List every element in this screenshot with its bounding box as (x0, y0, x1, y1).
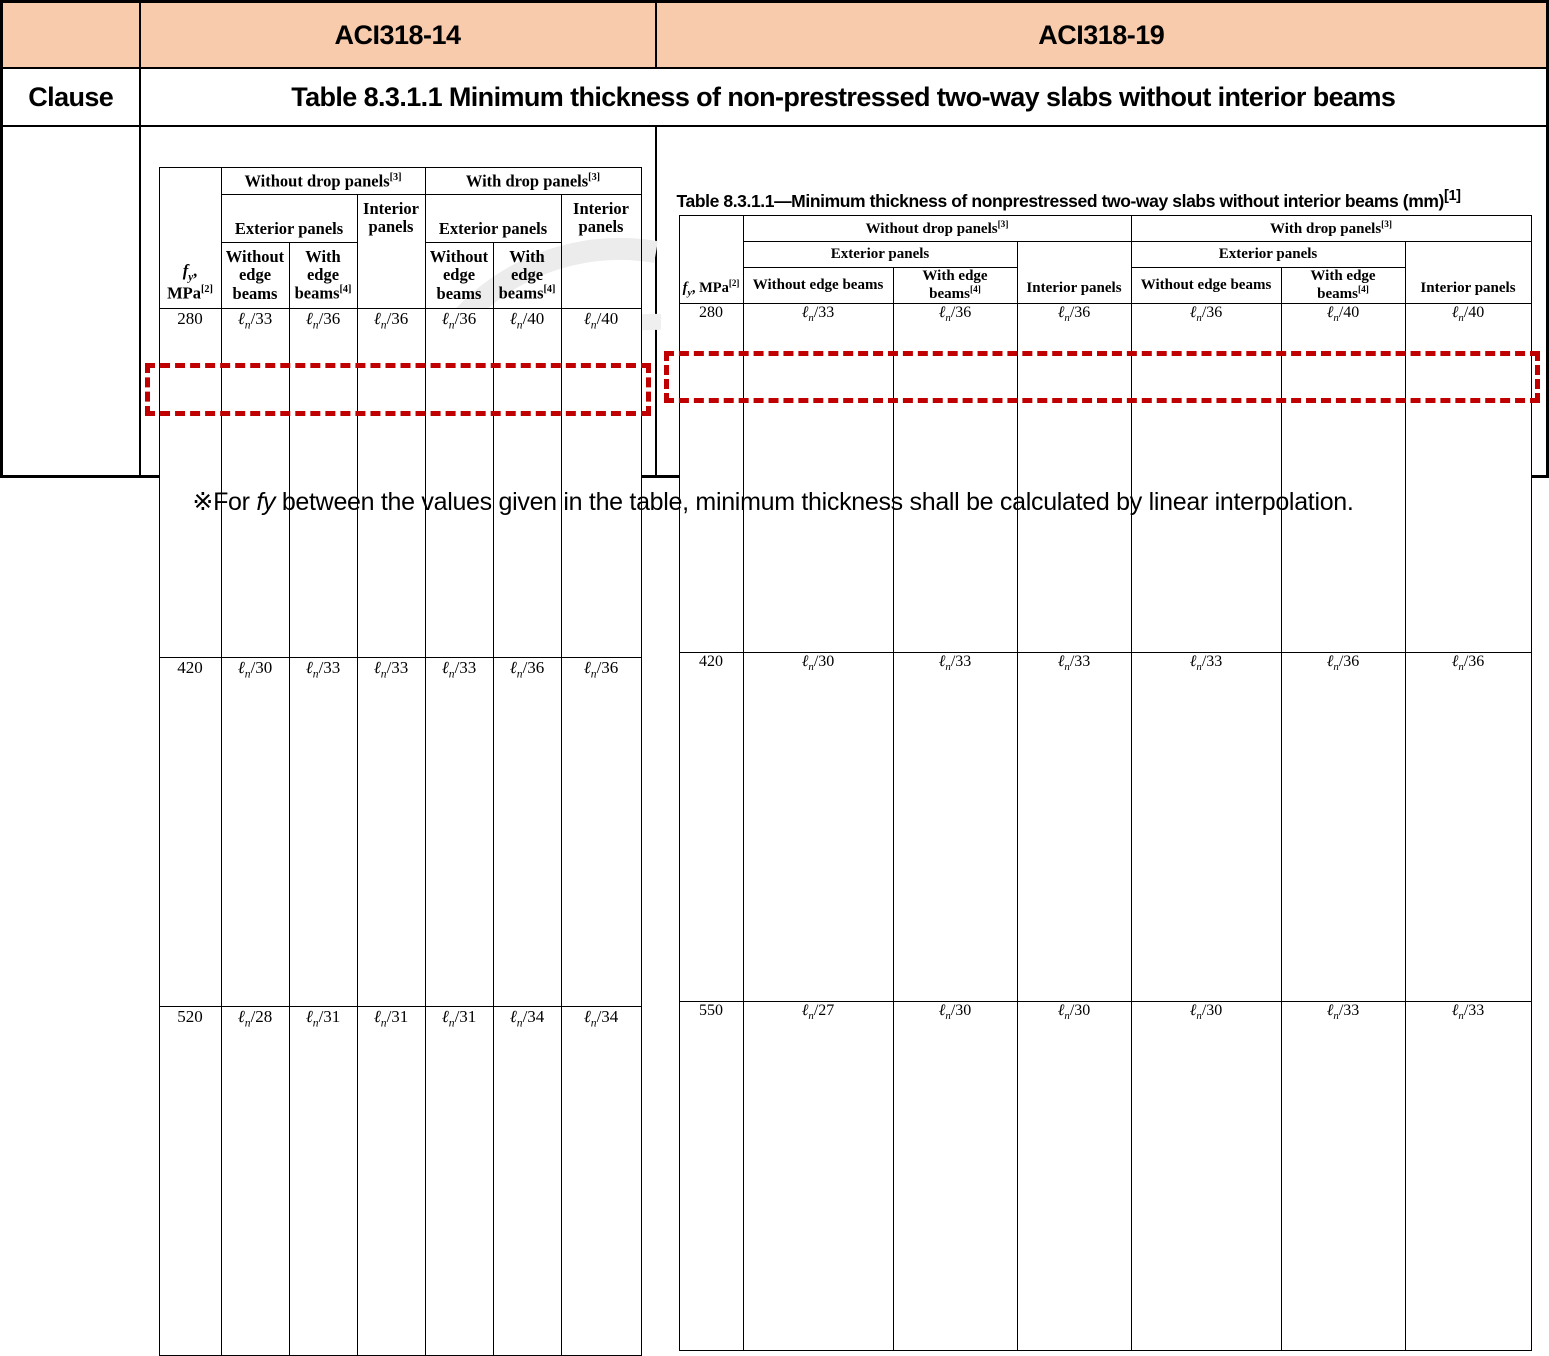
thickness-value-cell: ℓ$_n$/36 (357, 309, 425, 658)
thickness-value-cell: ℓ$_n$/36 (1017, 303, 1131, 652)
thickness-value-cell: ℓ$_n$/31 (289, 1007, 357, 1356)
thickness-value-cell: ℓ$_n$/33 (1017, 652, 1131, 1001)
thickness-value-cell: ℓ$_n$/36 (1131, 303, 1281, 652)
thickness-value-cell: ℓ$_n$/27 (743, 1001, 893, 1350)
interior-panels-header: Interior panels (1405, 242, 1531, 304)
thickness-value-cell: ℓ$_n$/33 (289, 658, 357, 1007)
without-edge-beams-header: Without edge beams (425, 243, 493, 309)
with-edge-beams-header: With edge beams[4] (893, 268, 1017, 304)
clause-title: Table 8.3.1.1 Minimum thickness of non-prestressed two-way slabs without interior beams (140, 68, 1548, 126)
thickness-value-cell: ℓ$_n$/33 (1131, 652, 1281, 1001)
table-row (159, 658, 641, 1007)
thickness-value-cell: ℓ$_n$/40 (1405, 303, 1531, 652)
aci318-19-header: ACI318-19 (656, 2, 1548, 69)
thickness-value-cell: ℓ$_n$/30 (1017, 1001, 1131, 1350)
table-row (679, 303, 1531, 652)
fy-value-cell: 420 (679, 652, 743, 1001)
thickness-value-cell: ℓ$_n$/40 (493, 309, 561, 658)
aci318-19-table-title: Table 8.3.1.1—Minimum thickness of nonprestressed two-way slabs without interior beams (mm)[1] (676, 188, 1461, 211)
thickness-value-cell: ℓ$_n$/33 (425, 658, 493, 1007)
fy-column-header: $f_y$, MPa[2] (159, 168, 221, 309)
thickness-value-cell: ℓ$_n$/30 (743, 652, 893, 1001)
without-edge-beams-header: Without edge beams (221, 243, 289, 309)
with-drop-panels-header: With drop panels[3] (425, 168, 641, 195)
interior-panels-header: Interior panels (357, 195, 425, 309)
aci318-19-table (679, 215, 1532, 1351)
thickness-value-cell: ℓ$_n$/36 (1405, 652, 1531, 1001)
thickness-value-cell: ℓ$_n$/36 (1281, 652, 1405, 1001)
thickness-value-cell: ℓ$_n$/40 (1281, 303, 1405, 652)
thickness-value-cell: ℓ$_n$/40 (561, 309, 641, 658)
table-row (679, 652, 1531, 1001)
thickness-value-cell: ℓ$_n$/33 (1405, 1001, 1531, 1350)
thickness-value-cell: ℓ$_n$/30 (221, 658, 289, 1007)
fy-value-cell: 550 (679, 1001, 743, 1350)
thickness-value-cell: ℓ$_n$/36 (893, 303, 1017, 652)
thickness-value-cell: ℓ$_n$/36 (561, 658, 641, 1007)
exterior-panels-header: Exterior panels (1131, 242, 1405, 268)
without-drop-panels-header: Without drop panels[3] (743, 216, 1131, 242)
interpolation-footnote (0, 487, 1546, 517)
fy-column-header: $f_y$, MPa[2] (679, 216, 743, 304)
thickness-value-cell: ℓ$_n$/34 (493, 1007, 561, 1356)
thickness-value-cell: ℓ$_n$/36 (425, 309, 493, 658)
clause-body-empty-cell (2, 126, 140, 477)
without-drop-panels-header: Without drop panels[3] (221, 168, 425, 195)
code-header-row (2, 2, 1548, 69)
thickness-value-cell: ℓ$_n$/33 (743, 303, 893, 652)
thickness-value-cell: ℓ$_n$/36 (493, 658, 561, 1007)
interior-panels-header: Interior panels (561, 195, 641, 309)
with-drop-panels-header: With drop panels[3] (1131, 216, 1531, 242)
thickness-value-cell: ℓ$_n$/36 (289, 309, 357, 658)
table-row (679, 1001, 1531, 1350)
footnote-fy-symbol: fy (256, 488, 276, 516)
thickness-value-cell: ℓ$_n$/33 (893, 652, 1017, 1001)
fy-value-cell: 520 (159, 1007, 221, 1356)
fy-value-cell: 280 (159, 309, 221, 658)
thickness-value-cell: ℓ$_n$/33 (221, 309, 289, 658)
with-edge-beams-header: With edge beams[4] (493, 243, 561, 309)
table-row (159, 1007, 641, 1356)
table-row (159, 309, 641, 658)
exterior-panels-header: Exterior panels (425, 195, 561, 243)
clause-row (2, 68, 1548, 126)
thickness-value-cell: ℓ$_n$/31 (425, 1007, 493, 1356)
with-edge-beams-header: With edge beams[4] (289, 243, 357, 309)
without-edge-beams-header: Without edge beams (1131, 268, 1281, 304)
thickness-value-cell: ℓ$_n$/31 (357, 1007, 425, 1356)
aci318-14-table (159, 167, 642, 1356)
fy-value-cell: 420 (159, 658, 221, 1007)
clause-label: Clause (2, 68, 140, 126)
content-row (2, 126, 1548, 477)
with-edge-beams-header: With edge beams[4] (1281, 268, 1405, 304)
thickness-value-cell: ℓ$_n$/34 (561, 1007, 641, 1356)
corner-cell (2, 2, 140, 69)
thickness-value-cell: ℓ$_n$/28 (221, 1007, 289, 1356)
exterior-panels-header: Exterior panels (743, 242, 1017, 268)
interior-panels-header: Interior panels (1017, 242, 1131, 304)
thickness-value-cell: ℓ$_n$/33 (357, 658, 425, 1007)
footnote-prefix: ※For (192, 488, 257, 516)
thickness-value-cell: ℓ$_n$/30 (893, 1001, 1017, 1350)
footnote-text: between the values given in the table, minimum thickness shall be calculated by linear interpolation. (275, 488, 1354, 516)
fy-value-cell: 280 (679, 303, 743, 652)
thickness-value-cell: ℓ$_n$/33 (1281, 1001, 1405, 1350)
thickness-value-cell: ℓ$_n$/30 (1131, 1001, 1281, 1350)
exterior-panels-header: Exterior panels (221, 195, 357, 243)
without-edge-beams-header: Without edge beams (743, 268, 893, 304)
aci318-14-header: ACI318-14 (140, 2, 656, 69)
